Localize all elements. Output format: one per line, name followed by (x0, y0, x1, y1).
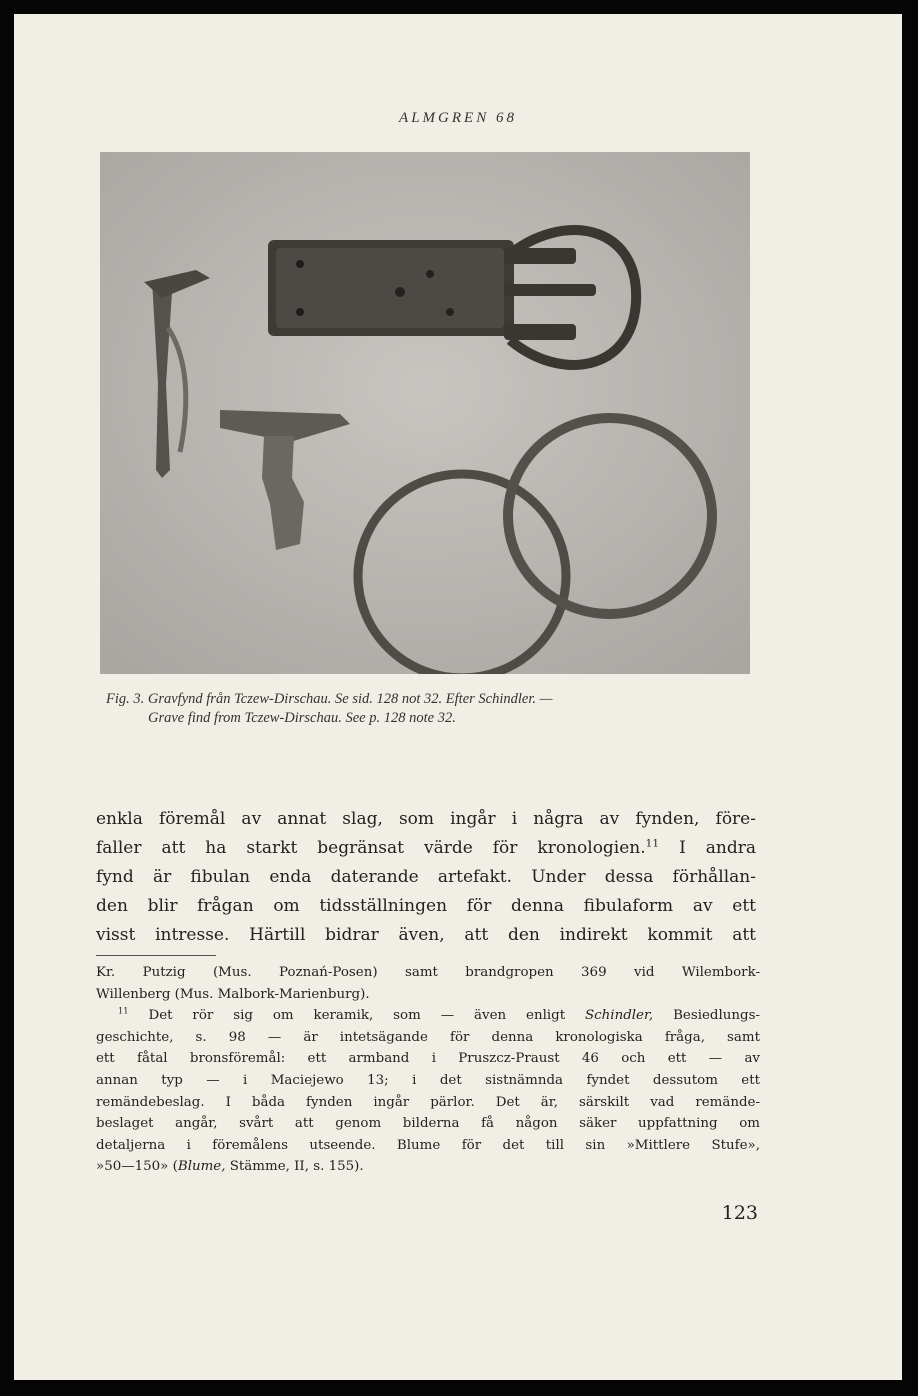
footnote-number: 11 (118, 1005, 129, 1016)
footnote-11-line: detaljerna i föremålens utseende. Blume för det till sin »Mittlere Stufe», (96, 1137, 760, 1153)
footnote-text: »50—150» ( (96, 1159, 178, 1175)
body-line (96, 834, 756, 863)
footnote-author: Schindler, (585, 1008, 654, 1024)
body-line-text: faller att ha starkt begränsat värde för kronologien. (96, 838, 646, 858)
footnote-11-line: remändebeslag. I båda fynden ingår pärlor. Det är, särskilt vad remände- (96, 1094, 760, 1110)
page-number: 123 (721, 1202, 758, 1224)
body-paragraph (96, 805, 756, 950)
figure-caption (106, 690, 806, 728)
footnote-author: Blume, (177, 1159, 226, 1175)
caption-english: Grave find from Tczew-Dirschau. See p. 128 note 32. (148, 710, 456, 726)
footnote-continued-line: Willenberg (Mus. Malbork-Marienburg). (96, 986, 370, 1002)
footnote-11-line: ett fåtal bronsföremål: ett armband i Pruszcz-Praust 46 och ett — av (96, 1051, 760, 1067)
body-line: den blir frågan om tidsställningen för denna fibulaform av ett (96, 896, 756, 916)
body-line-text: I andra (659, 838, 756, 858)
footnote-continued-line: Kr. Putzig (Mus. Poznań-Posen) samt brandgropen 369 vid Wilembork- (96, 965, 760, 980)
footnote-11-line: geschichte, s. 98 — är intetsägande för denna kronologiska fråga, samt (96, 1029, 760, 1045)
footnote-11-line: annan typ — i Maciejewo 13; i det sistnämnda fyndet dessutom ett (96, 1072, 760, 1088)
footnote-11-line (96, 1156, 760, 1178)
footnote-text: Det rör sig om keramik, som — även enligt (128, 1008, 585, 1024)
body-line: visst intresse. Härtill bidrar även, att den indirekt kommit att (96, 925, 756, 945)
footnote-text: Besiedlungs- (653, 1008, 760, 1024)
caption-swedish: Fig. 3. Gravfynd från Tczew-Dirschau. Se sid. 128 not 32. Efter Schindler. — (106, 691, 553, 707)
footnote-reference: 11 (645, 837, 660, 850)
footnote-divider (96, 955, 216, 956)
grave-find-photo-icon (100, 152, 750, 674)
running-head: ALMGREN 68 (399, 110, 517, 126)
body-line: enkla föremål av annat slag, som ingår i några av fynden, före- (96, 809, 756, 829)
book-page (14, 14, 902, 1380)
footnote-11-line: beslaget angår, svårt att genom bilderna få någon säker uppfattning om (96, 1116, 760, 1132)
footnote-text: Stämme, II, s. 155). (225, 1159, 364, 1175)
footnote-11-line (96, 1005, 760, 1027)
body-line: fynd är fibulan enda daterande artefakt. Under dessa förhållan- (96, 867, 756, 887)
footnotes (96, 962, 760, 1178)
